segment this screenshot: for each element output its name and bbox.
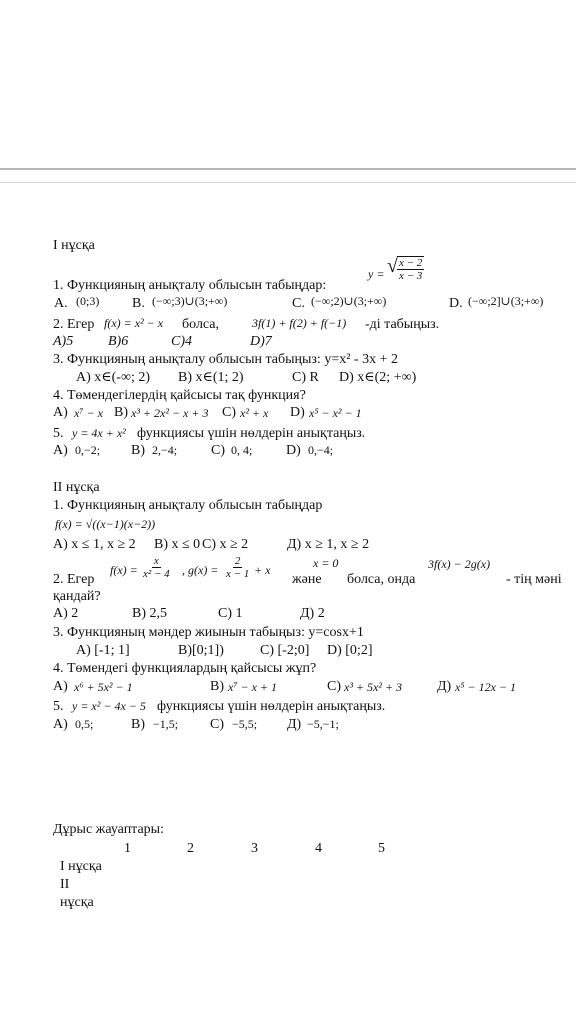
v2-q4-opt-a: x⁶ + 5x² − 1 (74, 680, 133, 694)
v2-q2-expr: 3f(x) − 2g(x) (428, 557, 491, 571)
v2-q1-text: 1. Функцияның анықталу облысын табыңдар (53, 498, 323, 513)
v2-q3-opt-c: C) [-2;0] (260, 643, 310, 658)
v1-q1-numerator: x − 2 (399, 257, 423, 269)
v1-q2-suffix: -ді табыңыз. (365, 317, 440, 332)
v1-q2-mid: болса, (182, 317, 220, 332)
answers-title: Дұрыс жауаптары: (53, 822, 164, 837)
v2-q2-prefix: 2. Егер (53, 572, 95, 587)
v1-q4-opt-c: x² + x (240, 406, 269, 420)
v2-q5-opt-a: 0,5; (75, 717, 94, 731)
v1-q1-opt-d: (−∞;2]∪(3;+∞) (468, 294, 544, 308)
v2-q3-opt-d: D) [0;2] (327, 643, 373, 658)
v2-q1-opt-d: Д) x ≥ 1, x ≥ 2 (287, 537, 370, 552)
v2-q2-opt-b: B) 2,5 (132, 606, 167, 621)
v1-q3-opt-a: A) x∈(-∞; 2) (76, 370, 150, 385)
v1-q3-text: 3. Функцияның анықталу облысын табыңыз: y=x² - 3x + 2 (53, 352, 398, 367)
v1-q5-opt-c: 0, 4; (231, 443, 253, 457)
v2-q5-opt-b-label: B) (131, 717, 145, 732)
v2-q1-func: f(x) = √((x−1)(x−2)) (55, 517, 156, 531)
v1-q4-text: 4. Төмендегілердің қайсысы тақ функция? (53, 388, 306, 403)
answers-col-4: 4 (315, 841, 322, 856)
v2-q2-g-denominator: x − 1 (226, 568, 250, 580)
v1-q4-opt-c-label: C) (222, 405, 236, 420)
v1-q4-opt-d-label: D) (290, 405, 305, 420)
v1-q5-opt-c-label: C) (211, 443, 225, 458)
v1-q1-text: 1. Функцияның анықталу облысын табыңдар: (53, 278, 327, 293)
v2-q2-opt-a: A) 2 (53, 606, 79, 621)
v2-q4-opt-c: x³ + 5x² + 3 (344, 680, 403, 694)
v2-q2-f-denominator: x² − 4 (143, 568, 170, 580)
v2-q5-opt-a-label: A) (53, 717, 68, 732)
v1-q5-opt-a: 0,−2; (75, 443, 101, 457)
v1-q2-prefix: 2. Егер (53, 317, 95, 332)
v2-q2-line2: қандай? (53, 589, 101, 604)
v1-q5-opt-d-label: D) (286, 443, 301, 458)
v2-q5-opt-c-label: C) (210, 717, 224, 732)
v1-q4-opt-b: x³ + 2x² − x + 3 (131, 406, 209, 420)
v1-q2-opt-b: B)6 (108, 334, 129, 349)
v1-q3-opt-b: B) x∈(1; 2) (178, 370, 244, 385)
v2-q2-g-tail: + x (254, 563, 271, 577)
v1-q1-opt-d-label: D. (449, 296, 463, 311)
v2-q2-f-lhs: f(x) = (110, 563, 138, 577)
v1-q1-opt-c: (−∞;2)∪(3;+∞) (311, 294, 387, 308)
v2-q3-opt-b: B)[0;1]) (178, 643, 224, 658)
v1-q1-sqrt-sign: √ (387, 255, 398, 277)
v2-q5-prefix: 5. (53, 699, 64, 714)
blank-header-area (0, 0, 576, 170)
v2-q2-suffix: - тің мәні (506, 572, 562, 587)
v1-q2-func: f(x) = x² − x (104, 316, 164, 330)
v1-q1-opt-a-label: А. (54, 296, 68, 311)
v2-q2-g-frac (226, 555, 249, 580)
v1-q4-opt-a: x⁷ − x (74, 406, 103, 420)
v1-q5-prefix: 5. (53, 426, 64, 441)
v2-q2-f-numerator: x (153, 555, 159, 567)
v1-q1-opt-b-label: В. (132, 296, 145, 311)
v2-q5-opt-c: −5,5; (232, 717, 258, 731)
v2-q2-and: және (292, 572, 322, 587)
v1-q4-opt-b-label: B) (114, 405, 128, 420)
v2-q5-opt-d-label: Д) (287, 717, 302, 732)
v2-q2-f-frac (143, 555, 170, 580)
v1-q3-opt-d: D) x∈(2; +∞) (339, 370, 417, 385)
v1-q5-opt-b-label: B) (131, 443, 145, 458)
v2-q4-opt-d-label: Д) (437, 679, 452, 694)
v1-q4-opt-a-label: A) (53, 405, 68, 420)
v2-q2-opt-c: C) 1 (218, 606, 243, 621)
v2-q4-opt-b-label: B) (210, 679, 224, 694)
v2-q2-opt-d: Д) 2 (300, 606, 325, 621)
v1-q2-opt-d: D)7 (250, 334, 272, 349)
v1-q3-opt-c: C) R (292, 370, 319, 385)
v2-q4-opt-b: x⁷ − x + 1 (228, 680, 278, 694)
v2-q5-func: y = x² − 4x − 5 (72, 699, 146, 713)
v2-q2-g-lhs: , g(x) = (182, 563, 219, 577)
v1-q2-opt-c: C)4 (171, 334, 192, 349)
v2-q3-text: 3. Функцияның мәндер жиынын табыңыз: y=cosx+1 (53, 625, 364, 640)
v1-q1-denominator: x − 3 (399, 270, 423, 282)
v2-q2-g-numerator: 2 (234, 555, 241, 567)
v2-q4-opt-a-label: A) (53, 679, 68, 694)
v2-q2-when: болса, онда (347, 572, 416, 587)
v2-q3-opt-a: A) [-1; 1] (76, 643, 130, 658)
page-divider (0, 168, 576, 170)
v2-q4-opt-c-label: C) (327, 679, 341, 694)
v2-q2-x0: x = 0 (313, 556, 339, 570)
v1-q2-expr: 3f(1) + f(2) + f(−1) (252, 316, 347, 330)
v1-q5-text: функциясы үшін нөлдерін анықтаңыз. (137, 426, 366, 441)
v2-q5-opt-b: −1,5; (153, 717, 179, 731)
variant2-title: ІІ нұсқа (53, 480, 100, 495)
v1-q1-opt-a: (0;3) (76, 294, 100, 308)
answers-col-2: 2 (187, 841, 194, 856)
v1-q1-opt-b: (−∞;3)∪(3;+∞) (152, 294, 228, 308)
v1-q2-opt-a: A)5 (53, 334, 74, 349)
v1-q1-formula-lhs: y = (368, 267, 385, 281)
v2-q4-opt-d: x⁵ − 12x − 1 (455, 680, 517, 694)
v1-q1-opt-c-label: С. (292, 296, 305, 311)
v2-q5-text: функциясы үшін нөлдерін анықтаңыз. (157, 699, 386, 714)
v1-q5-opt-a-label: A) (53, 443, 68, 458)
v2-q5-opt-d: −5,−1; (307, 717, 339, 731)
answers-row-variant2-line1: ІІ (60, 877, 70, 892)
page-divider-shadow (0, 182, 576, 183)
v2-q4-text: 4. Төмендегі функциялардың қайсысы жұп? (53, 661, 317, 676)
v1-q5-opt-b: 2,−4; (152, 443, 178, 457)
answers-row-variant1: І нұсқа (60, 859, 102, 874)
v2-q1-opt-c: C) x ≥ 2 (202, 537, 249, 552)
answers-col-5: 5 (378, 841, 385, 856)
answers-col-3: 3 (251, 841, 258, 856)
answers-col-1: 1 (124, 841, 131, 856)
v1-q4-opt-d: x⁵ − x² − 1 (309, 406, 362, 420)
v1-q1-radicand (396, 256, 424, 282)
v1-q5-opt-d: 0,−4; (308, 443, 334, 457)
variant1-title: І нұсқа (53, 238, 95, 253)
v2-q1-opt-b: B) x ≤ 0 (154, 537, 201, 552)
v1-q5-func: y = 4x + x² (72, 426, 126, 440)
v2-q1-opt-a: A) x ≤ 1, x ≥ 2 (53, 537, 136, 552)
answers-row-variant2-line2: нұсқа (60, 895, 94, 910)
